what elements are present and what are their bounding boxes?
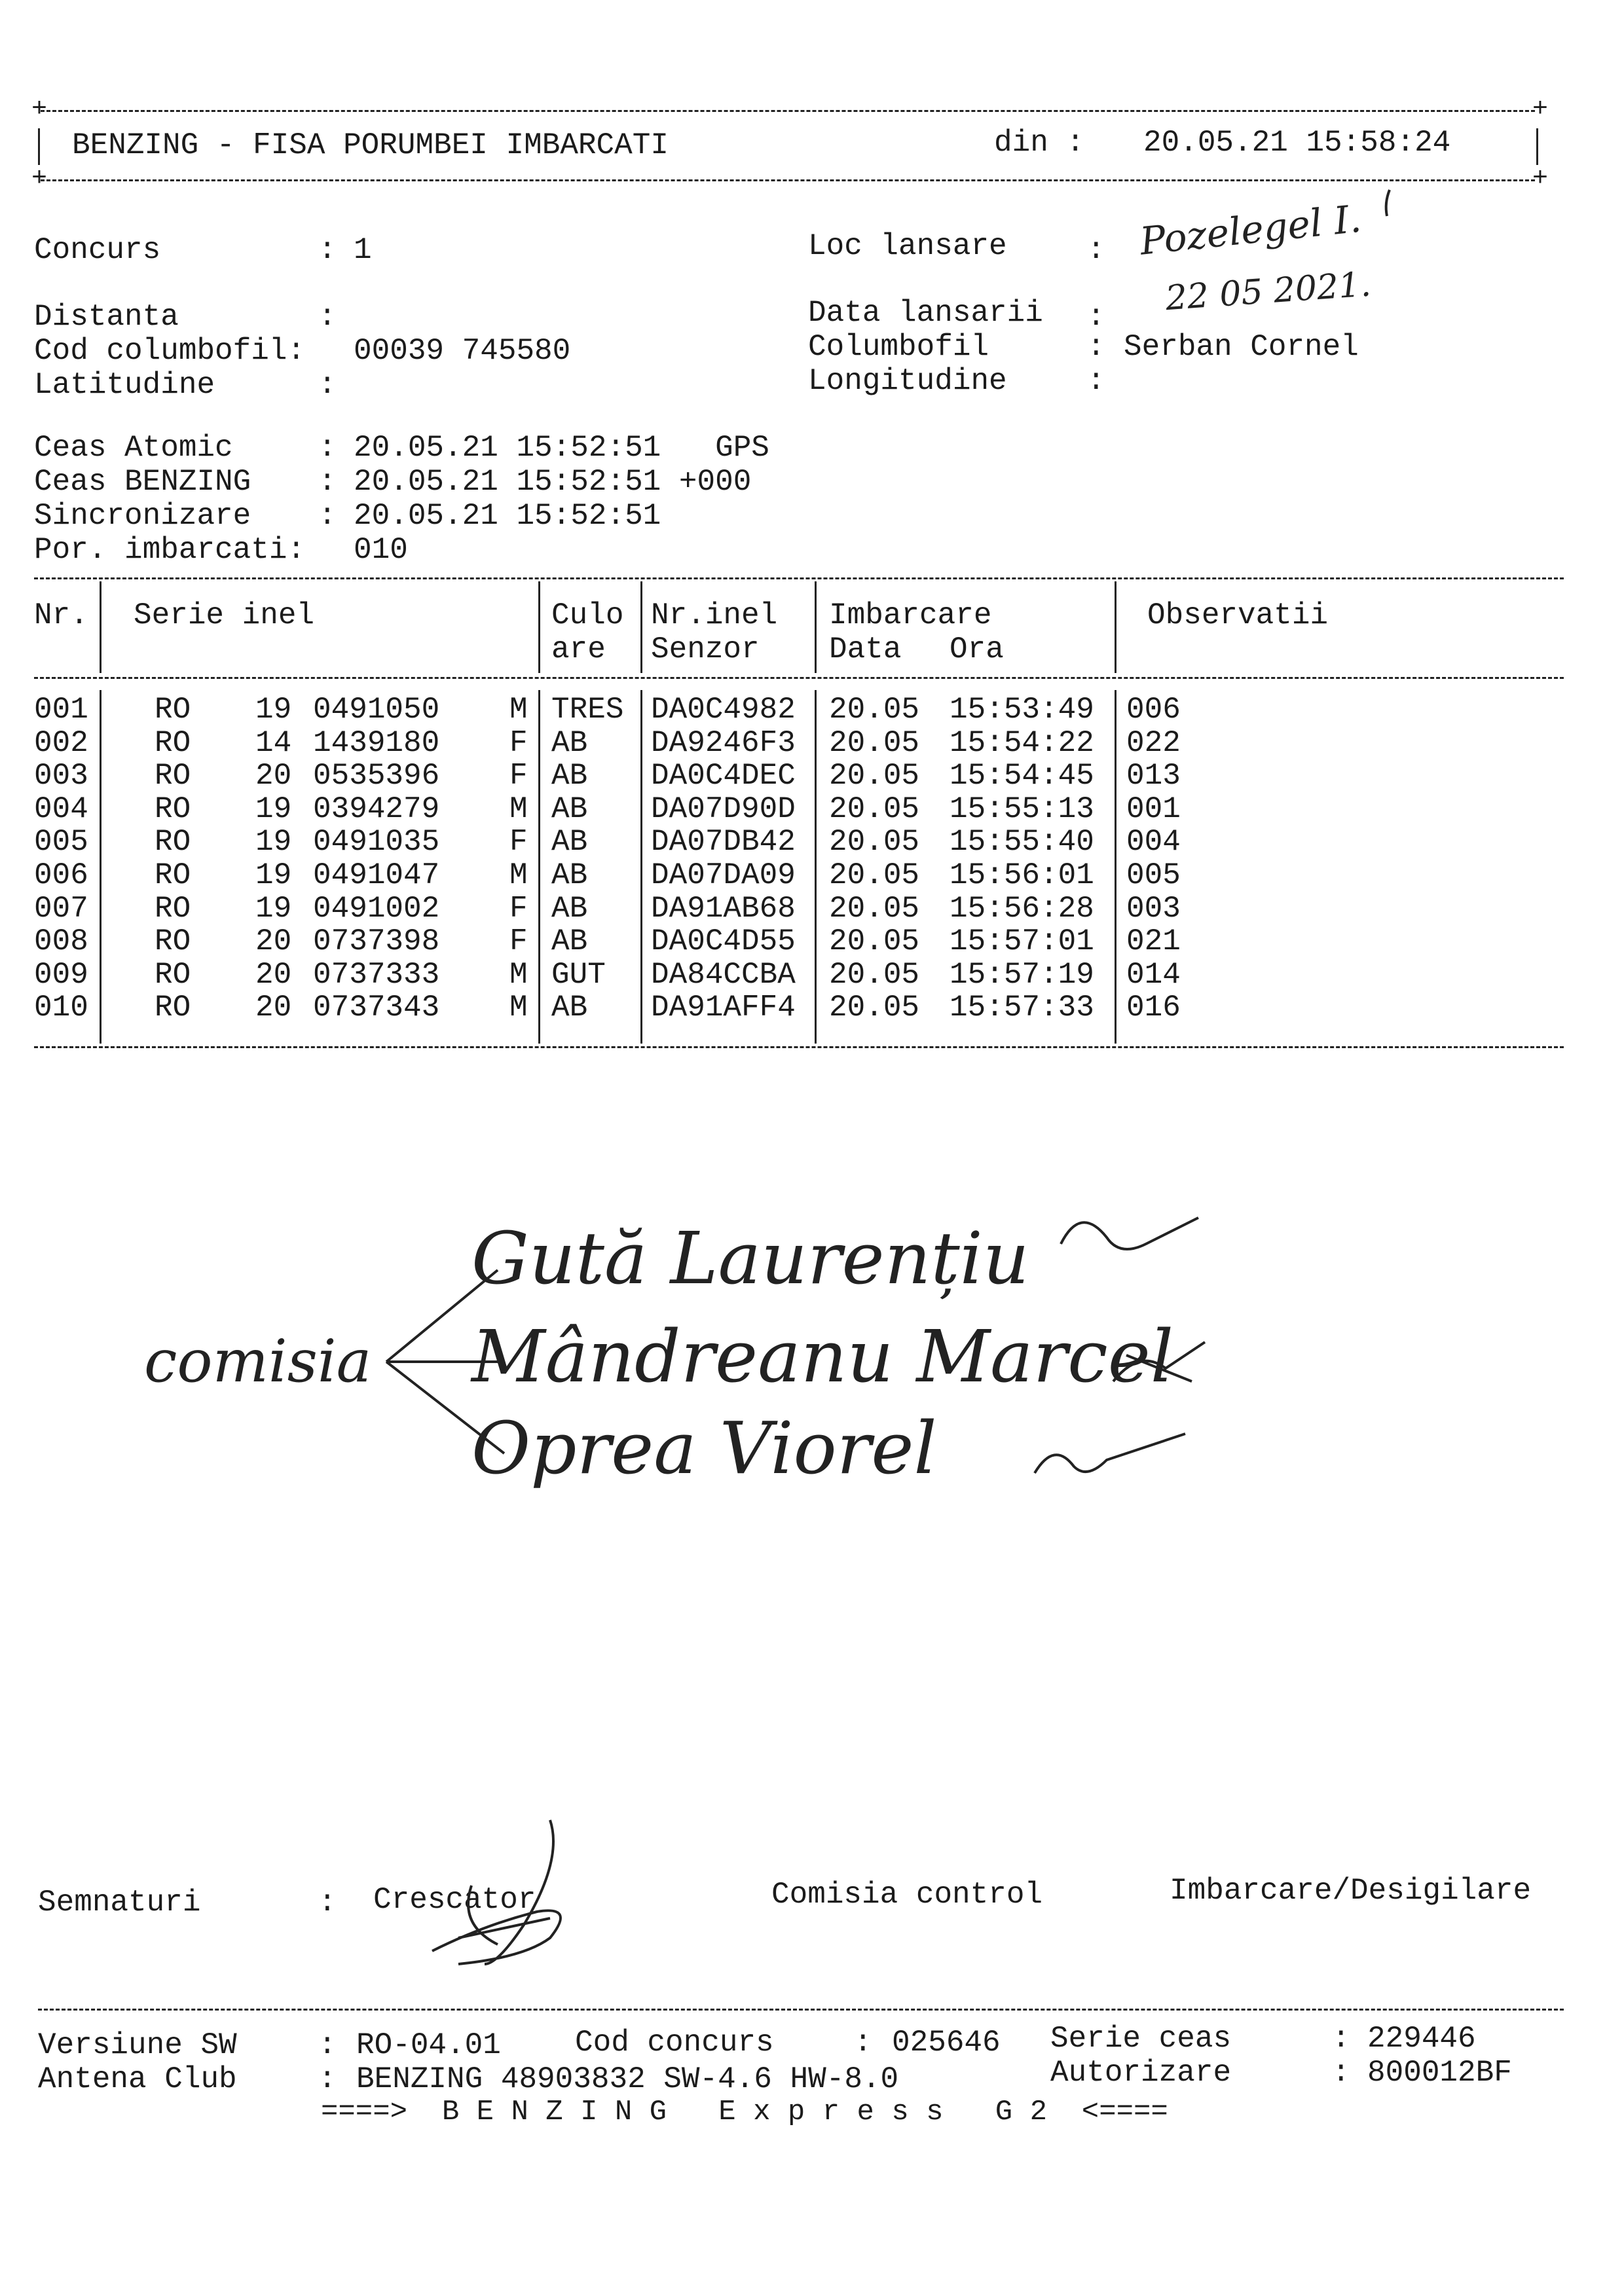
col-border	[538, 690, 540, 1044]
data-lansarii-label: Data lansarii	[808, 296, 1043, 330]
cell-ora: 15:56:28	[950, 891, 1094, 926]
por-imbarcati-label: Por. imbarcati:	[34, 533, 306, 567]
handwritten-date-text: 22 05 2021.	[1164, 264, 1373, 319]
cell-senzor: DA9246F3	[651, 725, 796, 760]
concurs-label: Concurs	[34, 233, 161, 267]
cell-sex: M	[509, 792, 528, 826]
cell-observatii: 005	[1126, 858, 1181, 892]
cell-ora: 15:57:01	[950, 924, 1094, 959]
cell-senzor: DA07DB42	[651, 825, 796, 860]
ceas-benzing-label: Ceas BENZING	[34, 465, 251, 499]
antena-club-label: Antena Club	[38, 2062, 237, 2096]
cell-nr: 007	[34, 891, 88, 926]
footer-rule	[38, 2009, 1564, 2011]
cell-nr: 004	[34, 792, 88, 826]
cell-culoare: AB	[551, 991, 588, 1025]
cell-data: 20.05	[829, 725, 920, 760]
cell-observatii: 006	[1126, 693, 1181, 727]
antena-club-value: BENZING 48903832 SW-4.6 HW-8.0	[356, 2062, 899, 2096]
cell-senzor: DA0C4982	[651, 693, 796, 727]
cell-sex: M	[509, 693, 528, 727]
longitudine-colon: :	[1087, 364, 1105, 398]
col-border	[815, 690, 817, 1044]
th-imbarcare: Imbarcare	[829, 598, 992, 632]
cell-culoare: AB	[551, 924, 588, 959]
col-border	[1115, 581, 1116, 673]
versiune-sw-label: Versiune SW	[38, 2028, 237, 2062]
benzing-express-banner: ====> B E N Z I N G E x p r e s s G 2 <====	[321, 2096, 1168, 2128]
cell-data: 20.05	[829, 891, 920, 926]
cell-serie: 0737343	[313, 991, 440, 1025]
cell-tara: RO	[155, 991, 191, 1025]
cell-tara: RO	[155, 924, 191, 959]
cell-serie: 0535396	[313, 759, 440, 793]
col-border	[1115, 690, 1116, 1044]
header-top-rule	[41, 110, 1535, 112]
handwritten-loc-lansare	[1126, 177, 1467, 327]
cell-nr: 001	[34, 693, 88, 727]
cell-serie: 0394279	[313, 792, 440, 826]
cell-an: 19	[255, 891, 292, 926]
th-serie-inel: Serie inel	[134, 598, 315, 632]
cell-ora: 15:57:33	[950, 991, 1094, 1025]
concurs-value: 1	[354, 233, 372, 267]
cell-data: 20.05	[829, 759, 920, 793]
cell-observatii: 021	[1126, 924, 1181, 959]
cell-serie: 0491002	[313, 891, 440, 926]
cod-columbofil-value: 00039 745580	[354, 334, 571, 368]
cod-columbofil-label: Cod columbofil:	[34, 334, 306, 368]
longitudine-label: Longitudine	[808, 364, 1007, 398]
serie-ceas-value: 229446	[1367, 2022, 1476, 2056]
distanta-colon: :	[318, 300, 337, 334]
cell-senzor: DA91AB68	[651, 891, 796, 926]
cell-ora: 15:53:49	[950, 693, 1094, 727]
th-observatii: Observatii	[1147, 598, 1329, 632]
cod-concurs-value: 025646	[892, 2026, 1001, 2060]
loc-lansare-colon: :	[1087, 233, 1105, 267]
data-lansarii-colon: :	[1087, 300, 1105, 334]
table-bottom-rule	[34, 1046, 1564, 1048]
header-din-value: 20.05.21 15:58:24	[1143, 126, 1451, 160]
cell-nr: 005	[34, 825, 88, 860]
cell-nr: 003	[34, 759, 88, 793]
cell-tara: RO	[155, 693, 191, 727]
ceas-atomic-colon: :	[318, 431, 337, 465]
ceas-benzing-colon: :	[318, 465, 337, 499]
ceas-atomic-value: 20.05.21 15:52:51 GPS	[354, 431, 769, 465]
cell-observatii: 001	[1126, 792, 1181, 826]
cell-observatii: 022	[1126, 725, 1181, 760]
cell-ora: 15:56:01	[950, 858, 1094, 892]
serie-ceas-label: Serie ceas	[1050, 2022, 1232, 2056]
sincronizare-value: 20.05.21 15:52:51	[354, 499, 661, 533]
cell-culoare: AB	[551, 759, 588, 793]
th-imbarcare-data: Data	[829, 632, 902, 666]
sincronizare-colon: :	[318, 499, 337, 533]
cell-an: 20	[255, 957, 292, 992]
col-border	[640, 690, 642, 1044]
cell-tara: RO	[155, 891, 191, 926]
col-border	[538, 581, 540, 673]
cell-culoare: TRES	[551, 693, 624, 727]
cell-an: 14	[255, 725, 292, 760]
th-culoare-2: are	[551, 632, 606, 666]
cell-senzor: DA07D90D	[651, 792, 796, 826]
cell-nr: 002	[34, 725, 88, 760]
cell-culoare: GUT	[551, 957, 606, 992]
cell-senzor: DA0C4DEC	[651, 759, 796, 793]
cell-senzor: DA84CCBA	[651, 957, 796, 992]
ceas-atomic-label: Ceas Atomic	[34, 431, 233, 465]
cod-concurs-colon: :	[854, 2026, 872, 2060]
cell-an: 20	[255, 991, 292, 1025]
cell-ora: 15:54:22	[950, 725, 1094, 760]
commission-label: comisia	[144, 1327, 372, 1396]
header-title: BENZING - FISA PORUMBEI IMBARCATI	[72, 128, 669, 162]
cell-nr: 008	[34, 924, 88, 959]
cell-sex: F	[509, 759, 528, 793]
latitudine-label: Latitudine	[34, 368, 215, 402]
versiune-sw-value: RO-04.01	[356, 2028, 501, 2062]
autorizare-value: 800012BF	[1367, 2056, 1512, 2090]
cell-sex: F	[509, 825, 528, 860]
cell-data: 20.05	[829, 693, 920, 727]
th-nr-inel-1: Nr.inel	[651, 598, 778, 632]
cell-observatii: 004	[1126, 825, 1181, 860]
cell-tara: RO	[155, 792, 191, 826]
autorizare-label: Autorizare	[1050, 2056, 1232, 2090]
cell-serie: 0491035	[313, 825, 440, 860]
th-culoare-1: Culo	[551, 598, 624, 632]
cell-culoare: AB	[551, 725, 588, 760]
cell-culoare: AB	[551, 858, 588, 892]
col-border	[100, 581, 101, 673]
cell-an: 19	[255, 825, 292, 860]
cell-an: 19	[255, 693, 292, 727]
cell-tara: RO	[155, 858, 191, 892]
commission-member-2: Mândreanu Marcel	[471, 1315, 1174, 1398]
crescator-signature	[393, 1807, 602, 1990]
cell-ora: 15:55:13	[950, 792, 1094, 826]
cell-nr: 006	[34, 858, 88, 892]
header-left-border	[38, 128, 40, 165]
cell-an: 20	[255, 759, 292, 793]
cell-serie: 0491047	[313, 858, 440, 892]
cell-observatii: 013	[1126, 759, 1181, 793]
cell-senzor: DA07DA09	[651, 858, 796, 892]
handwritten-loc-text: Pozelegel I.	[1137, 196, 1363, 264]
por-imbarcati-value: 010	[354, 533, 408, 567]
sincronizare-label: Sincronizare	[34, 499, 251, 533]
commission-member-1: Gută Laurențiu	[471, 1216, 1029, 1300]
cell-nr: 009	[34, 957, 88, 992]
cell-sex: F	[509, 725, 528, 760]
comisia-control-label: Comisia control	[771, 1878, 1043, 1912]
header-din-label: din :	[994, 126, 1085, 160]
cell-ora: 15:54:45	[950, 759, 1094, 793]
cell-culoare: AB	[551, 792, 588, 826]
cell-sex: M	[509, 957, 528, 992]
th-imbarcare-ora: Ora	[950, 632, 1004, 666]
header-corner: +	[1532, 95, 1549, 124]
cell-tara: RO	[155, 825, 191, 860]
cod-concurs-label: Cod concurs	[575, 2026, 774, 2060]
cell-sex: F	[509, 924, 528, 959]
cell-culoare: AB	[551, 891, 588, 926]
cell-observatii: 003	[1126, 891, 1181, 926]
cell-tara: RO	[155, 725, 191, 760]
cell-ora: 15:57:19	[950, 957, 1094, 992]
cell-data: 20.05	[829, 924, 920, 959]
columbofil-value: Serban Cornel	[1124, 330, 1359, 364]
ceas-benzing-value: 20.05.21 15:52:51 +000	[354, 465, 752, 499]
latitudine-colon: :	[318, 368, 337, 402]
semnaturi-label: Semnaturi	[38, 1886, 201, 1920]
semnaturi-colon: :	[318, 1886, 337, 1920]
col-border	[640, 581, 642, 673]
cell-nr: 010	[34, 991, 88, 1025]
cell-serie: 0491050	[313, 693, 440, 727]
autorizare-colon: :	[1332, 2056, 1350, 2090]
cell-serie: 0737333	[313, 957, 440, 992]
member-signature-3	[1035, 1434, 1185, 1473]
cell-observatii: 016	[1126, 991, 1181, 1025]
distanta-label: Distanta	[34, 300, 179, 334]
col-border	[815, 581, 817, 673]
serie-ceas-colon: :	[1332, 2022, 1350, 2056]
cell-data: 20.05	[829, 825, 920, 860]
cell-senzor: DA0C4D55	[651, 924, 796, 959]
cell-an: 20	[255, 924, 292, 959]
columbofil-colon: :	[1087, 330, 1105, 364]
handwritten-commission	[131, 1165, 1310, 1532]
cell-an: 19	[255, 858, 292, 892]
imbarcare-desigilare-label: Imbarcare/Desigilare	[1170, 1874, 1532, 1908]
header-corner: +	[1532, 164, 1549, 194]
th-nr-inel-2: Senzor	[651, 632, 760, 666]
cell-tara: RO	[155, 957, 191, 992]
table-header-rule	[34, 677, 1564, 679]
col-border	[100, 690, 101, 1044]
cell-sex: M	[509, 858, 528, 892]
cell-senzor: DA91AFF4	[651, 991, 796, 1025]
cell-data: 20.05	[829, 957, 920, 992]
cell-culoare: AB	[551, 825, 588, 860]
columbofil-label: Columbofil	[808, 330, 989, 364]
cell-data: 20.05	[829, 991, 920, 1025]
table-top-rule	[34, 577, 1564, 579]
commission-member-3: Oprea Viorel	[471, 1406, 937, 1490]
cell-serie: 0737398	[313, 924, 440, 959]
member-signature-1	[1061, 1218, 1198, 1249]
cell-sex: M	[509, 991, 528, 1025]
cell-sex: F	[509, 891, 528, 926]
cell-data: 20.05	[829, 792, 920, 826]
cell-data: 20.05	[829, 858, 920, 892]
antena-club-colon: :	[318, 2062, 337, 2096]
cell-observatii: 014	[1126, 957, 1181, 992]
th-nr: Nr.	[34, 598, 88, 632]
header-right-border	[1536, 128, 1538, 165]
header-corner: +	[31, 95, 48, 124]
cell-tara: RO	[155, 759, 191, 793]
versiune-sw-colon: :	[318, 2028, 337, 2062]
cell-serie: 1439180	[313, 725, 440, 760]
header-corner: +	[31, 164, 48, 194]
concurs-colon: :	[318, 233, 337, 267]
crescator-label: Crescator	[373, 1883, 536, 1917]
cell-an: 19	[255, 792, 292, 826]
loc-lansare-label: Loc lansare	[808, 229, 1007, 263]
cell-ora: 15:55:40	[950, 825, 1094, 860]
